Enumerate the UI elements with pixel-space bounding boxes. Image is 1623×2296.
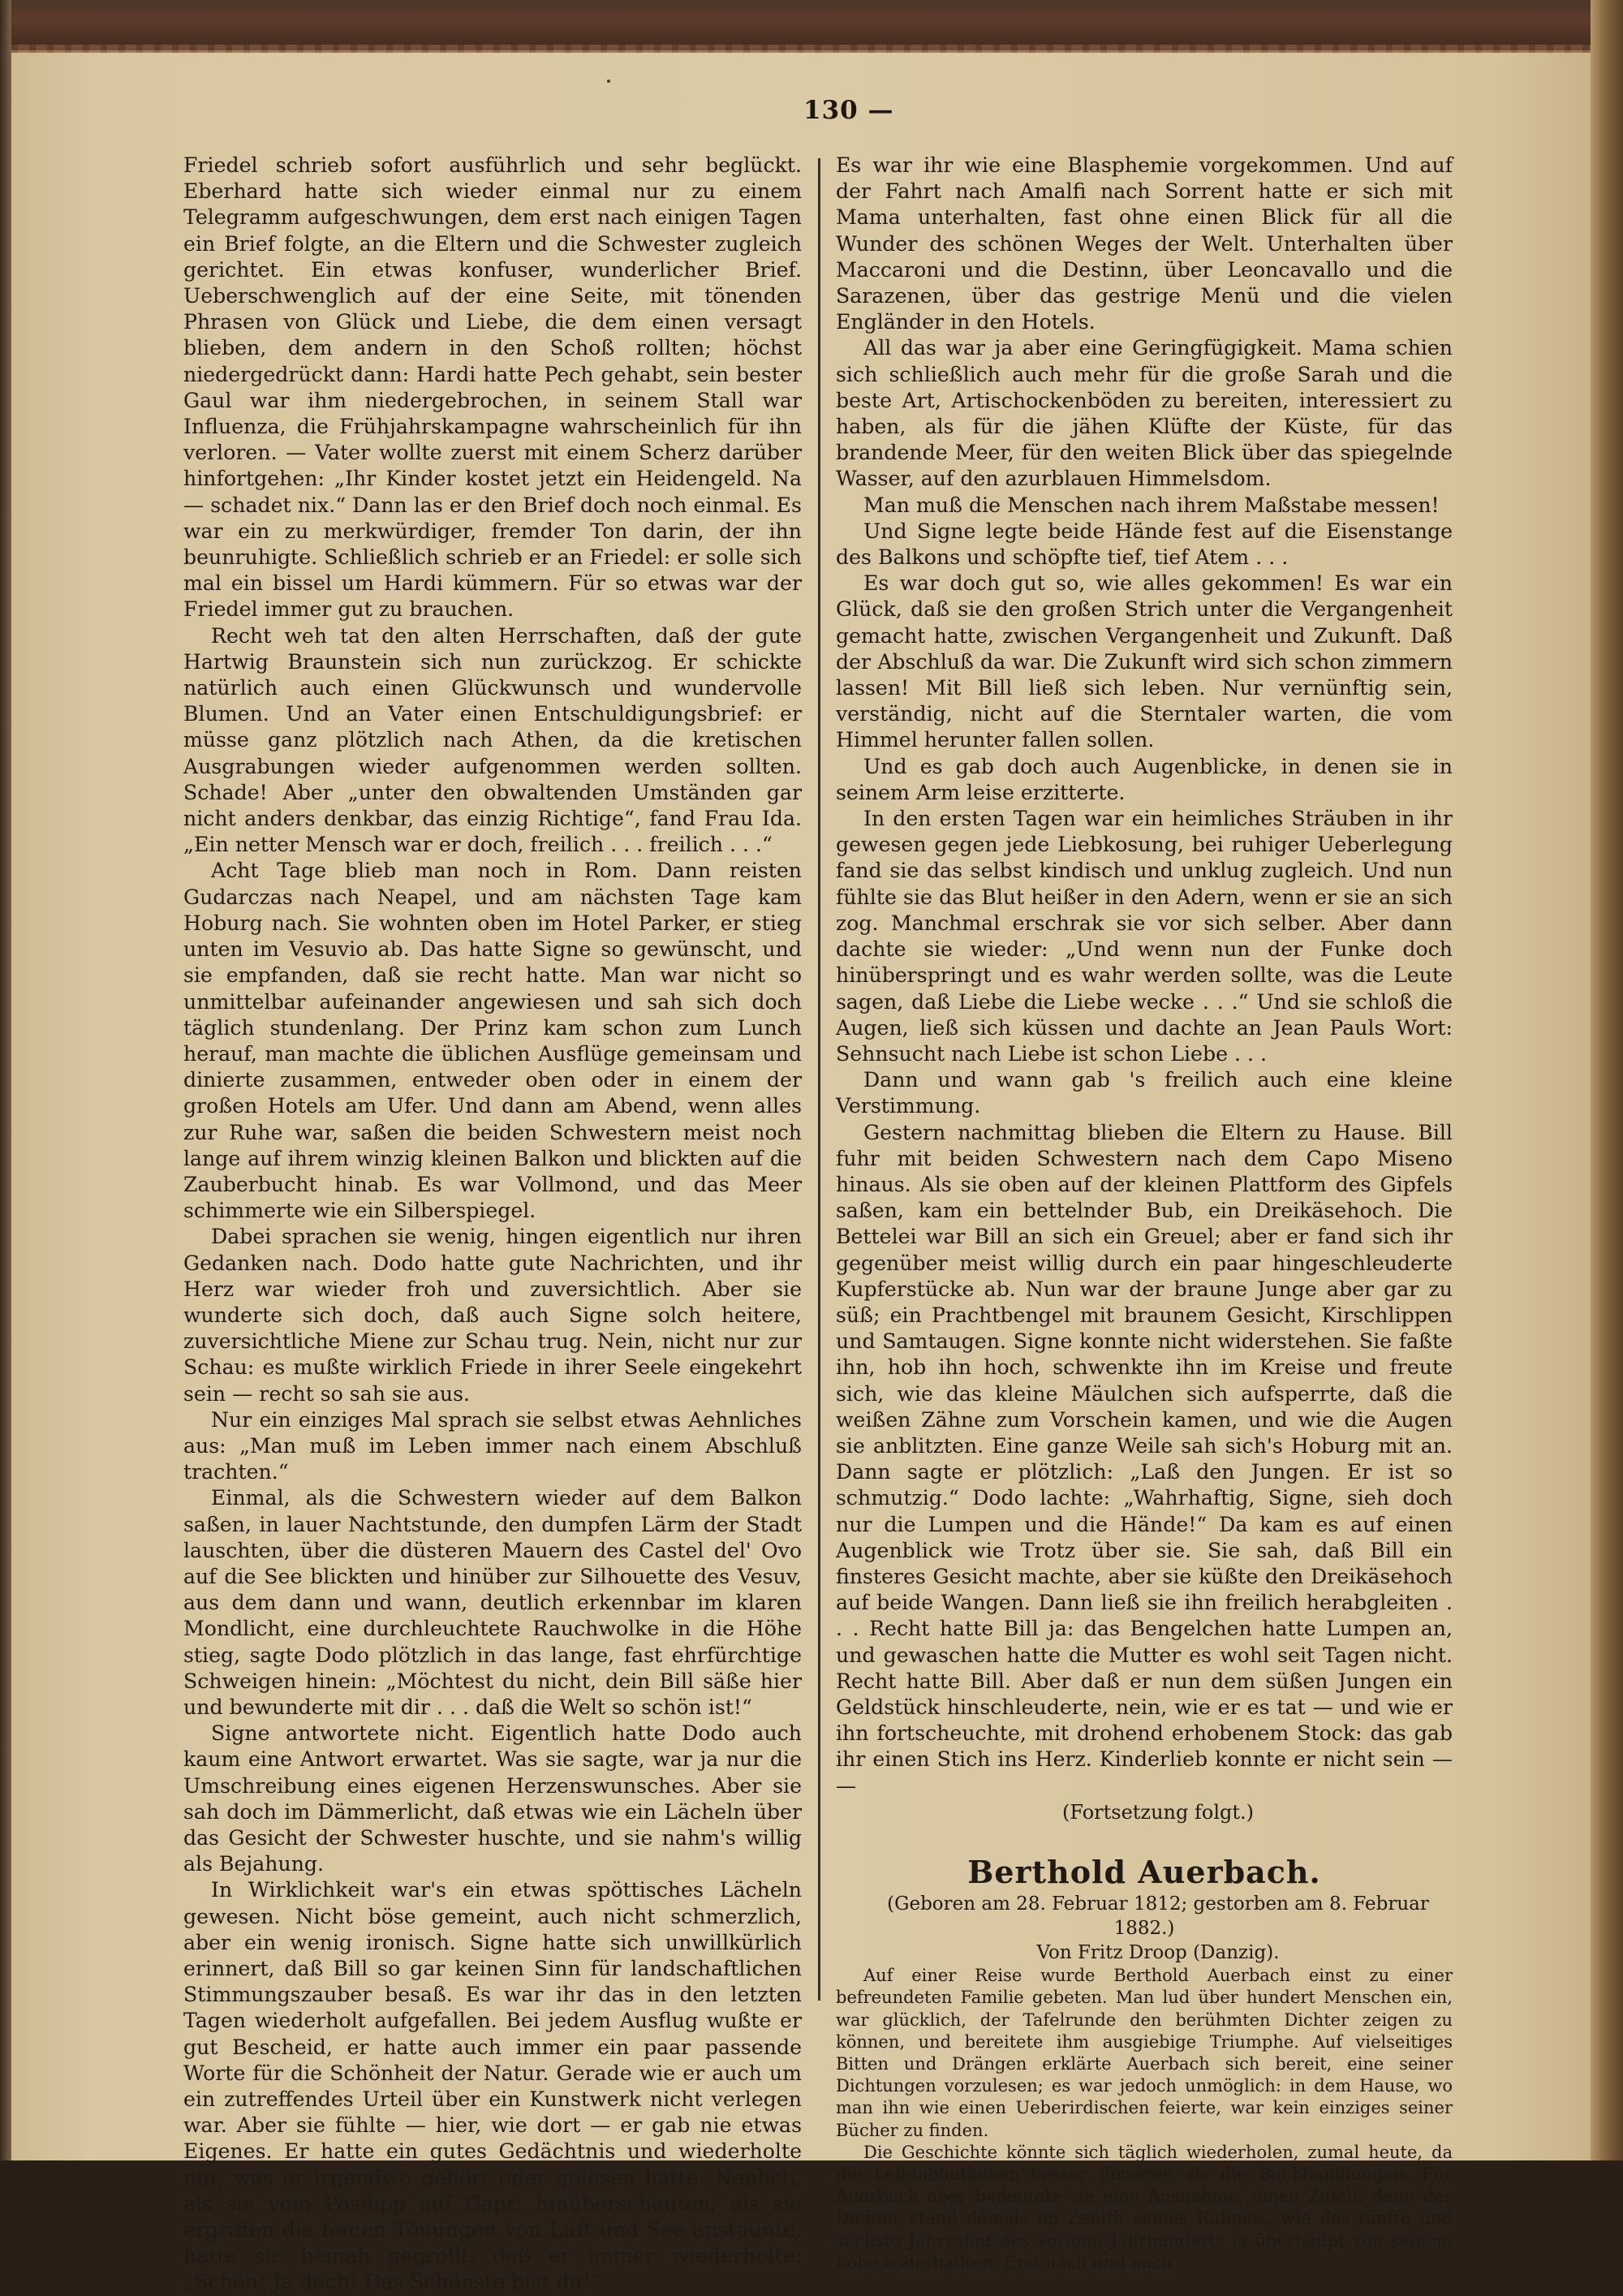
right-paragraph: In den ersten Tagen war ein heimliches Sträuben in ihr gewesen gegen jede Liebkosung, bei ruhiger Ueberlegung fand sie das selbst kindisch und unklug zugleich. Und nun fühlte sie das Blut heißer in den Adern, wenn er sie an sich zog. Manchmal erschrak sie vor sich selber. Aber dann dachte sie wieder: „Und wenn nun der Funke doch hinüberspringt und es wahr werden sollte, was die Leute sagen, daß Liebe die Liebe wecke . . .“ Und sie schloß die Augen, ließ sich küssen und dachte an Jean Pauls Wort: Sehnsucht nach Liebe ist schon Liebe . . . — [836, 807, 1453, 1066]
right-paragraph: All das war ja aber eine Geringfügigkeit. Mama schien sich schließlich auch mehr für die große Sarah und die beste Art, Artischockenböden zu bereiten, interessiert zu haben, als für die jähen Klüfte der Küste, für das brandende Meer, für den weiten Blick über das spiegelnde Wasser, auf den azurblauen Himmelsdom. — [836, 336, 1453, 491]
right-paragraph: Gestern nachmittag blieben die Eltern zu Hause. Bill fuhr mit beiden Schwestern nach dem Capo Miseno hinaus. Als sie oben auf der kleinen Plattform des Gipfels saßen, kam ein bettelnder Bub, ein Dreikäsehoch. Die Bettelei war Bill an sich ein Greuel; aber er fand sich ihr gegenüber meist willig durch ein paar hingeschleuderte Kupferstücke ab. Nun war der braune Junge aber gar zu süß; ein Prachtbengel mit braunem Gesicht, Kirschlippen und Samtaugen. Signe konnte nicht widerstehen. Sie faßte ihn, hob ihn hoch, schwenkte ihn im Kreise und freute sich, wie das kleine Mäulchen sich aufsperrte, daß die weißen Zähne zum Vorschein kamen, und wie die Augen sie anblitzten. Eine ganze Weile sah sich's Hoburg mit an. Dann sagte er plötzlich: „Laß den Jungen. Er ist so schmutzig.“ Dodo lachte: „Wahrhaftig, Signe, sieh doch nur die Lumpen und die Hände!“ Da kam es auf einen Augenblick wie Trotz über sie. Sie sah, daß Bill ein finsteres Gesicht machte, aber sie küßte den Dreikäsehoch auf beide Wangen. Dann ließ sie ihn freilich herabgleiten . . . Recht hatte Bill ja: das Bengelchen hatte Lumpen an, und gewaschen hatte die Mutter es wohl seit Tagen nicht. Recht hatte Bill. Aber daß er nun dem süßen Jungen ein Geldstück hinschleuderte, nein, wie er es tat — und wie er ihn fortscheuchte, mit drohend erhobenem Stock: das gab ihr einen Stich ins Herz. Kinderlieb konnte er nicht sein — — — [836, 1120, 1453, 1798]
left-paragraph: Dabei sprachen sie wenig, hingen eigentlich nur ihren Gedanken nach. Dodo hatte gute Nachrichten, und ihr Herz war wieder froh und zuversichtlich. Aber sie wunderte sich doch, daß auch Signe solch heitere, zuversichtliche Miene zur Schau trug. Nein, nicht nur zur Schau: es mußte wirklich Friede in ihrer Seele eingekehrt sein — recht so sah sie aus. — [183, 1225, 802, 1406]
right-paragraph: Und Signe legte beide Hände fest auf die Eisenstange des Balkons und schöpfte tief, tief Atem . . . — [836, 519, 1453, 570]
column-divider — [818, 158, 820, 2001]
left-paragraph: Acht Tage blieb man noch in Rom. Dann reisten Gudarczas nach Neapel, und am nächsten Tage kam Hoburg nach. Sie wohnten oben im Hotel Parker, er stieg unten im Vesuvio ab. Das hatte Signe so gewünscht, und sie empfanden, daß sie recht hatte. Man war nicht so unmittelbar aufeinander angewiesen und sah sich doch täglich stundenlang. Der Prinz kam schon zum Lunch herauf, man machte die üblichen Ausflüge gemeinsam und dinierte zusammen, entweder oben oder in einem der großen Hotels am Ufer. Und dann am Abend, wenn alles zur Ruhe war, saßen die beiden Schwestern meist noch lange auf ihrem winzig kleinen Balkon und blickten auf die Zauberbucht hinab. Es war Vollmond, und das Meer schimmerte wie ein Silberspiegel. — [183, 859, 802, 1223]
left-paragraph: Recht weh tat den alten Herrschaften, daß der gute Hartwig Braunstein sich nun zurückzog. Er schickte natürlich auch einen Glückwunsch und wundervolle Blumen. Und an Vater einen Entschuldigungsbrief: er müsse ganz plötzlich nach Athen, da die kretischen Ausgrabungen wieder aufgenommen werden sollten. Schade! Aber „unter den obwaltenden Umständen gar nicht anders denkbar, das einzig Richtige“, fand Frau Ida. „Ein netter Mensch war er doch, freilich . . . freilich . . .“ — [183, 623, 802, 857]
right-column — [836, 153, 1453, 2274]
right-paragraph: Es war ihr wie eine Blasphemie vorgekommen. Und auf der Fahrt nach Amalfi nach Sorrent hatte er sich mit Mama unterhalten, fast ohne einen Blick für all die Wunder des schönen Weges der Welt. Unterhalten über Maccaroni und die Destinn, über Leoncavallo und die Sarazenen, über das gestrige Menü und die vielen Engländer in den Hotels. — [836, 153, 1453, 334]
left-paragraph: Signe antwortete nicht. Eigentlich hatte Dodo auch kaum eine Antwort erwartet. Was sie sagte, war ja nur die Umschreibung eines eigenen Herzenswunsches. Aber sie sah doch im Dämmerlicht, daß etwas wie ein Lächeln über das Gesicht der Schwester huschte, und sie nahm's willig als Bejahung. — [183, 1721, 802, 1876]
article-author: Von Fritz Droop (Danzig). — [1036, 1942, 1280, 1964]
article-paragraph: Auf einer Reise wurde Berthold Auerbach einst zu einer befreundeten Familie gebeten. Man lud über hundert Menschen ein, war glücklich, der Tafelrunde den berühmten Dichter zeigen zu können, und bereitete ihm ausgiebige Triumphe. Auf vielseitiges Bitten und Drängen erklärte Auerbach sich bereit, eine seiner Dichtungen vorzulesen; es war jedoch unmöglich: in dem Hause, wo man ihn wie einen Ueberirdischen feierte, war kein einziges seiner Bücher zu finden. — [836, 1966, 1453, 2140]
article-paragraph: Die Geschichte könnte sich täglich wiederholen, zumal heute, da die Leihbibliotheken besser florieren als die Buchhandlungen. Für Auerbach aber bedeutete sie eine Ausnahme, einen Zufall; denn der Dichter stand damals im Zenith seines Ruhmes, wie das fünfte und sechste Jahrzehnt des vorigen Jahrhunderts ja überhaupt von seinem Lobe widerhallten. Erst nach und nach — [836, 2142, 1453, 2272]
continuation-note: (Fortsetzung folgt.) — [1062, 1800, 1254, 1824]
ink-speck — [607, 80, 610, 83]
article-dates: (Geboren am 28. Februar 1812; gestorben am 8. Februar 1882.) — [887, 1893, 1429, 1940]
right-paragraph: Man muß die Menschen nach ihrem Maßstabe messen! — [863, 493, 1440, 517]
right-book-binding — [1591, 0, 1623, 2160]
article-body — [836, 1965, 1453, 2274]
left-paragraph: Nur ein einziges Mal sprach sie selbst etwas Aehnliches aus: „Man muß im Leben immer nach einem Abschluß trachten.“ — [183, 1407, 802, 1484]
article-title: Berthold Auerbach. — [967, 1854, 1321, 1890]
top-binding-band — [0, 0, 1623, 50]
right-paragraph: Und es gab doch auch Augenblicke, in denen sie in seinem Arm leise erzitterte. — [836, 754, 1453, 804]
left-page-edge — [0, 0, 11, 2160]
right-paragraph: Es war doch gut so, wie alles gekommen! Es war ein Glück, daß sie den großen Strich unter die Vergangenheit gemacht hatte, zwischen Vergangenheit und Zukunft. Daß der Abschluß da war. Die Zukunft wird sich schon zimmern lassen! Mit Bill ließ sich leben. Nur vernünftig sein, verständig, nicht auf die Sterntaler warten, die vom Himmel herunter fallen sollen. — [836, 571, 1453, 752]
left-paragraph: Friedel schrieb sofort ausführlich und sehr beglückt. Eberhard hatte sich wieder einmal nur zu einem Telegramm aufgeschwungen, dem erst nach einigen Tagen ein Brief folgte, an die Eltern und die Schwester zugleich gerichtet. Ein etwas konfuser, wunderlicher Brief. Ueberschwenglich auf der eine Seite, mit tönenden Phrasen von Glück und Liebe, die dem einen versagt blieben, dem andern in den Schoß rollten; höchst niedergedrückt dann: Hardi hatte Pech gehabt, sein bester Gaul war ihm niedergebrochen, in seinem Stall war Influenza, die Frühjahrskampagne wahrscheinlich für ihn verloren. — Vater wollte zuerst mit einem Scherz darüber hinfortgehen: „Ihr Kinder kostet jetzt ein Heidengeld. Na — schadet nix.“ Dann las er den Brief doch noch einmal. Es war ein zu merkwürdiger, fremder Ton darin, der ihn beunruhigte. Schließlich schrieb er an Friedel: er solle sich mal ein bissel um Hardi kümmern. Für so etwas war der Friedel immer gut zu brauchen. — [183, 153, 802, 622]
right-paragraph: Dann und wann gab 's freilich auch eine kleine Verstimmung. — [836, 1068, 1453, 1118]
left-paragraph: In Wirklichkeit war's ein etwas spöttisches Lächeln gewesen. Nicht böse gemeint, auch nicht schmerzlich, aber ein wenig ironisch. Signe hatte sich unwillkürlich erinnert, daß Bill so gar keinen Sinn für landschaftlichen Stimmungszauber besaß. Es war ihr das in den letzten Tagen wiederholt aufgefallen. Bei jedem Ausflug wußte er gut Bescheid, er hatte auch immer ein paar passende Worte für die Schönheit der Natur. Gerade wie er auch um ein zutreffendes Urteil über ein Kunstwerk nicht verlegen war. Aber sie fühlte — hier, wie dort — er gab nie etwas Eigenes. Er hatte ein gutes Gedächtnis und wiederholte nur, was er irgendwo gehört oder gelesen hatte. Neulich, als sie vom Posilipp auf Capri hinüberschauten, als sie ergriffen die feinen Tönungen von Luft und See anstaunte, hatte sie beinah gegrollt, daß er immer wiederholte: „Schön! Ja doch! Das Schönste bist du!“ — [183, 1878, 802, 2294]
page-number: 130 — — [803, 96, 894, 125]
left-column — [183, 153, 802, 2296]
left-paragraph: Einmal, als die Schwestern wieder auf dem Balkon saßen, in lauer Nachtstunde, den dumpfen Lärm der Stadt lauschten, über die düsteren Mauern des Castel del' Ovo auf die See blickten und hinüber zur Silhouette des Vesuv, aus dem dann und wann, deutlich erkennbar im klaren Mondlicht, eine durchleuchtete Rauchwolke in die Höhe stieg, sagte Dodo plötzlich in das lange, fast ehrfürchtige Schweigen hinein: „Möchtest du nicht, dein Bill säße hier und bewunderte mit dir . . . daß die Welt so schön ist!“ — [183, 1486, 802, 1719]
